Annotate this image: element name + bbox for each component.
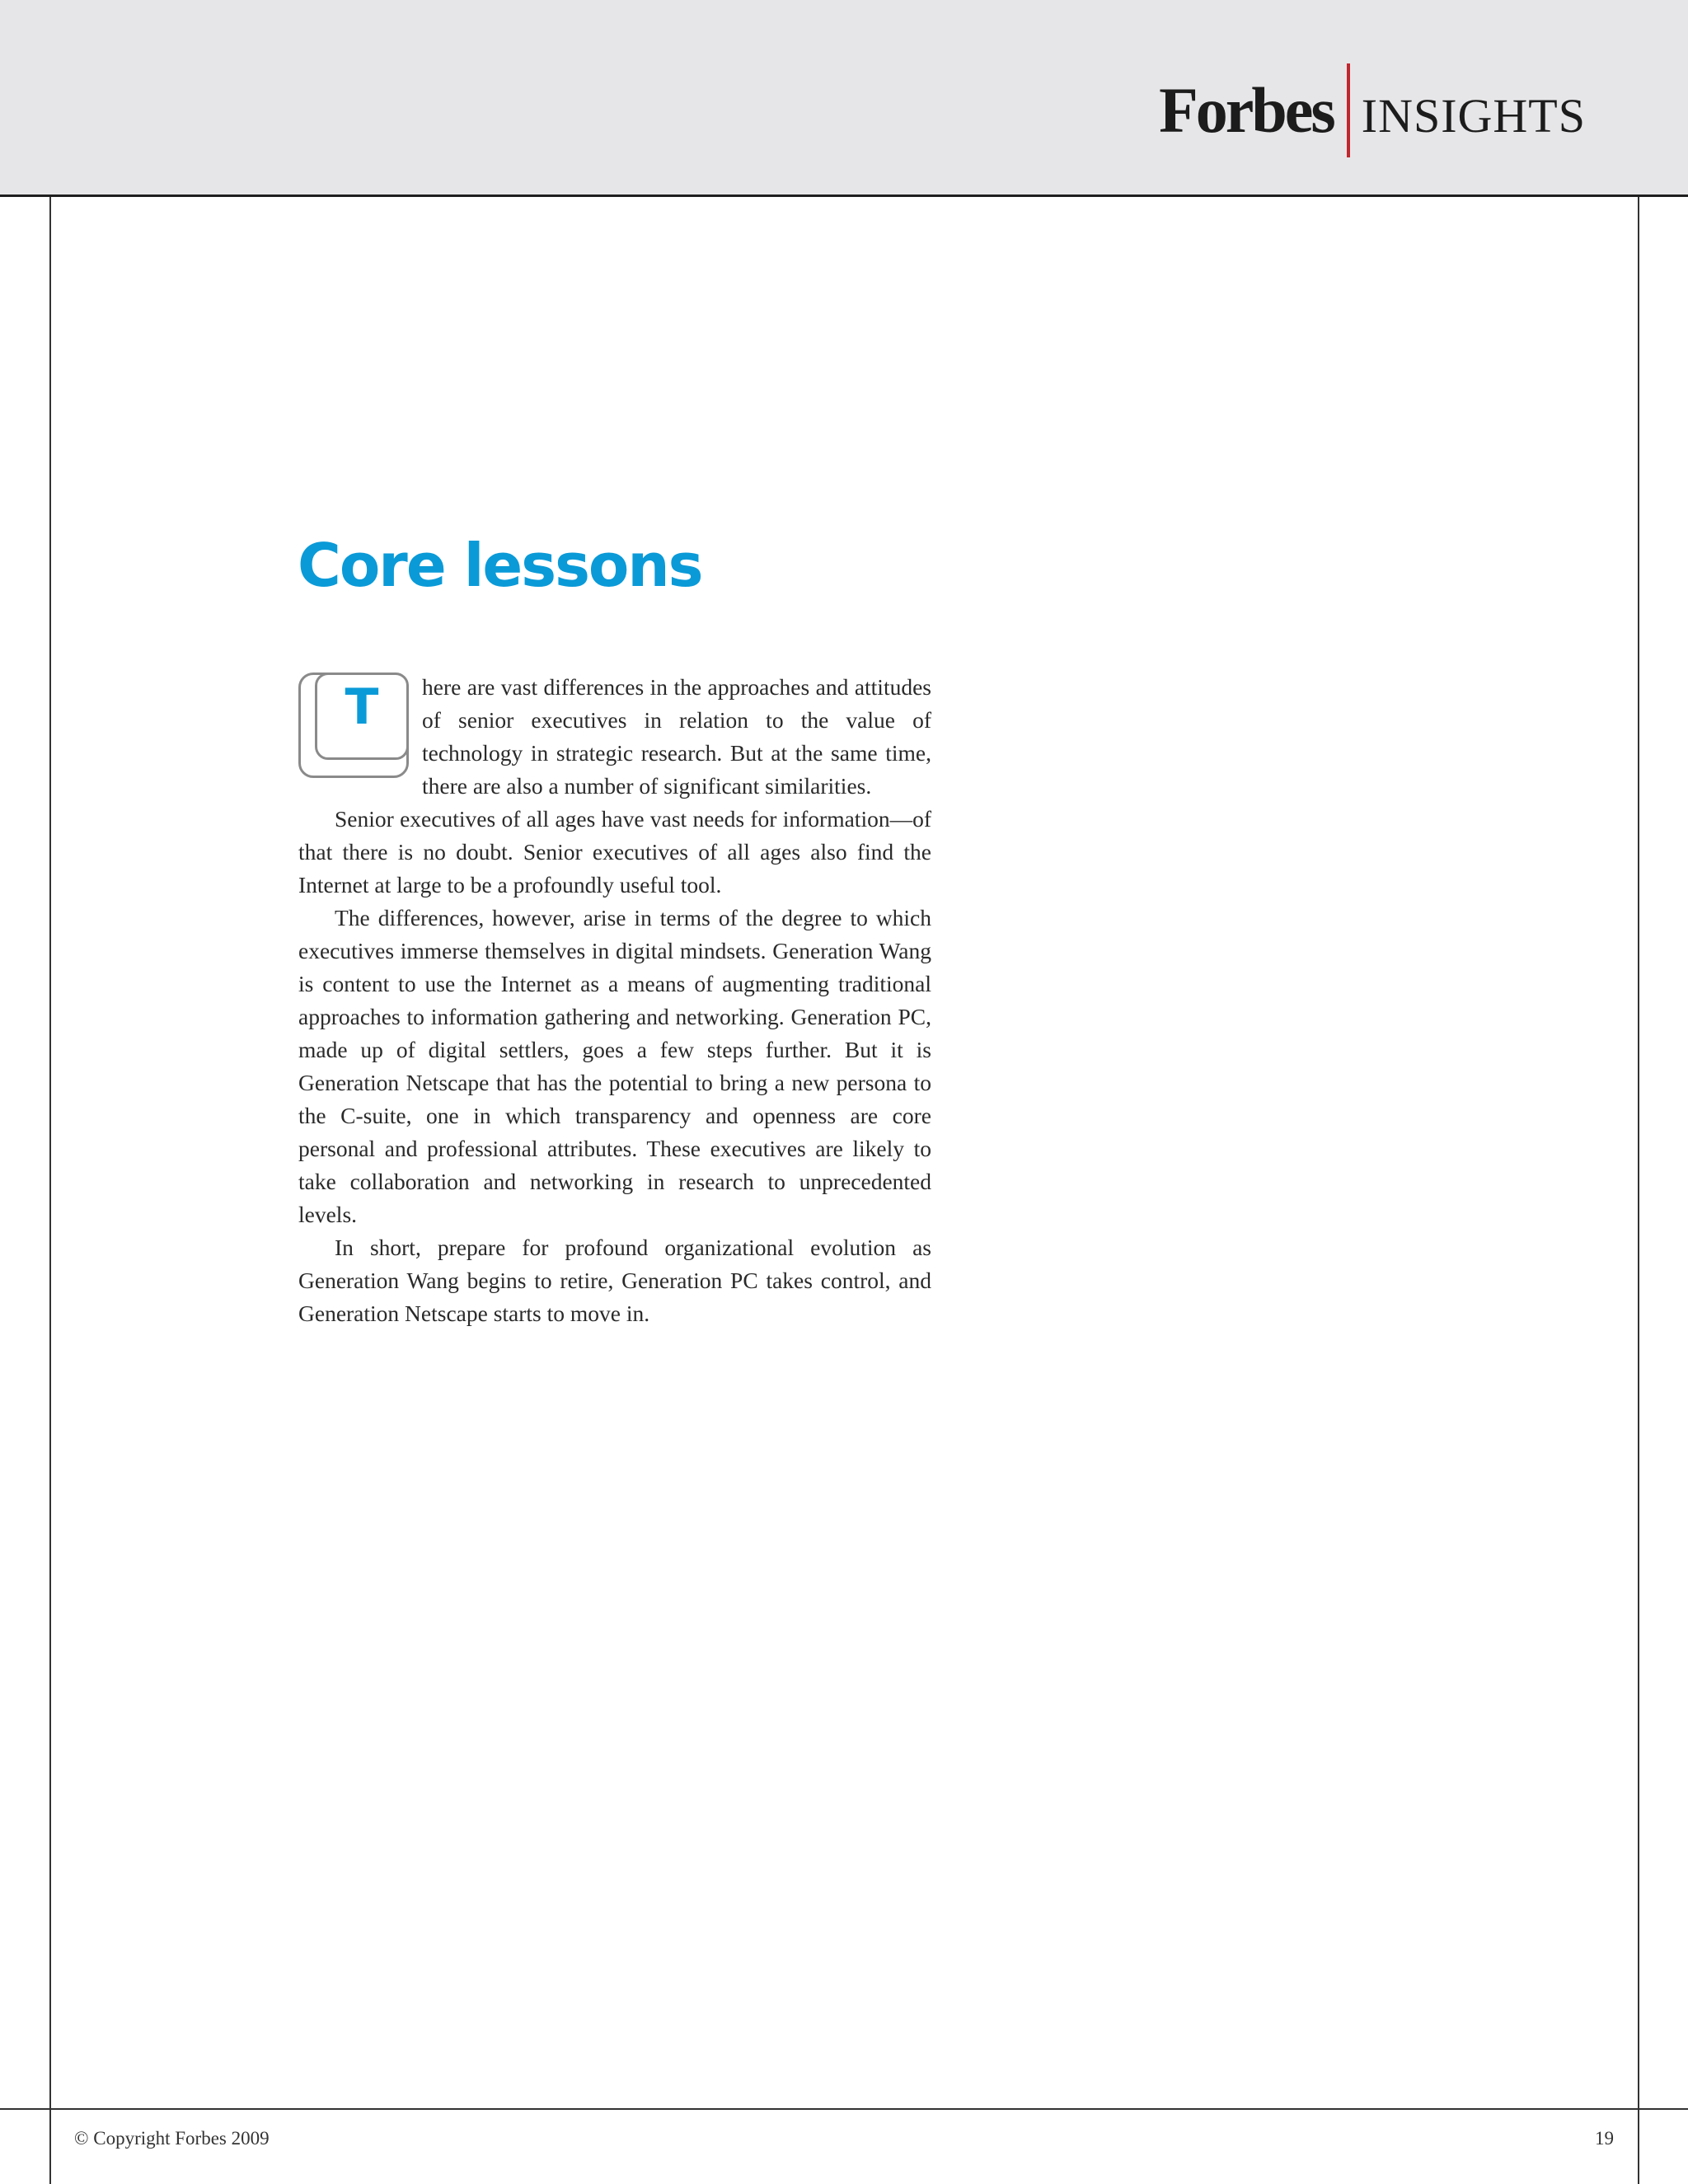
paragraph-4: In short, prepare for profound organizational evolution as Generation Wang begins to retire, Generation PC takes control, and Generation Netscape starts to move in. — [298, 1235, 931, 1326]
drop-cap — [298, 671, 410, 776]
brand-suffix: INSIGHTS — [1361, 89, 1586, 143]
paragraph-3: The differences, however, arise in terms of the degree to which executives immerse themselves in digital mindsets. Generation Wang is content to use the Internet as a means of augmenting traditional approaches to information gathering and networking. Generation PC, made up of digital settlers, goes a few steps further. But it is Generation Netscape that has the potential to bring a new persona to the C-suite, one in which transparency and openness are core personal and professional attributes. These executives are likely to take collaboration and networking in research to unprecedented levels. — [298, 905, 931, 1227]
header-band — [0, 0, 1688, 197]
paragraph-2: Senior executives of all ages have vast needs for information—of that there is no doubt. Senior executives of all ages also find the Internet at large to be a profoundly useful tool. — [298, 806, 931, 898]
page-title: Core lessons — [298, 531, 702, 600]
page-number: 19 — [1595, 2128, 1614, 2149]
forbes-insights-logo — [1159, 63, 1586, 158]
footer-rule — [0, 2108, 1688, 2110]
brand-name: Forbes — [1159, 74, 1334, 146]
copyright-notice: © Copyright Forbes 2009 — [74, 2128, 270, 2149]
article-body — [298, 671, 931, 1330]
right-margin-rule — [1638, 197, 1639, 2184]
left-margin-rule — [49, 197, 51, 2184]
paragraph-1: here are vast differences in the approaches and attitudes of senior executives in relation to the value of technology in strategic research. But at the same time, there are also a number of significant similarities. — [422, 674, 931, 799]
drop-cap-letter: T — [345, 678, 379, 736]
